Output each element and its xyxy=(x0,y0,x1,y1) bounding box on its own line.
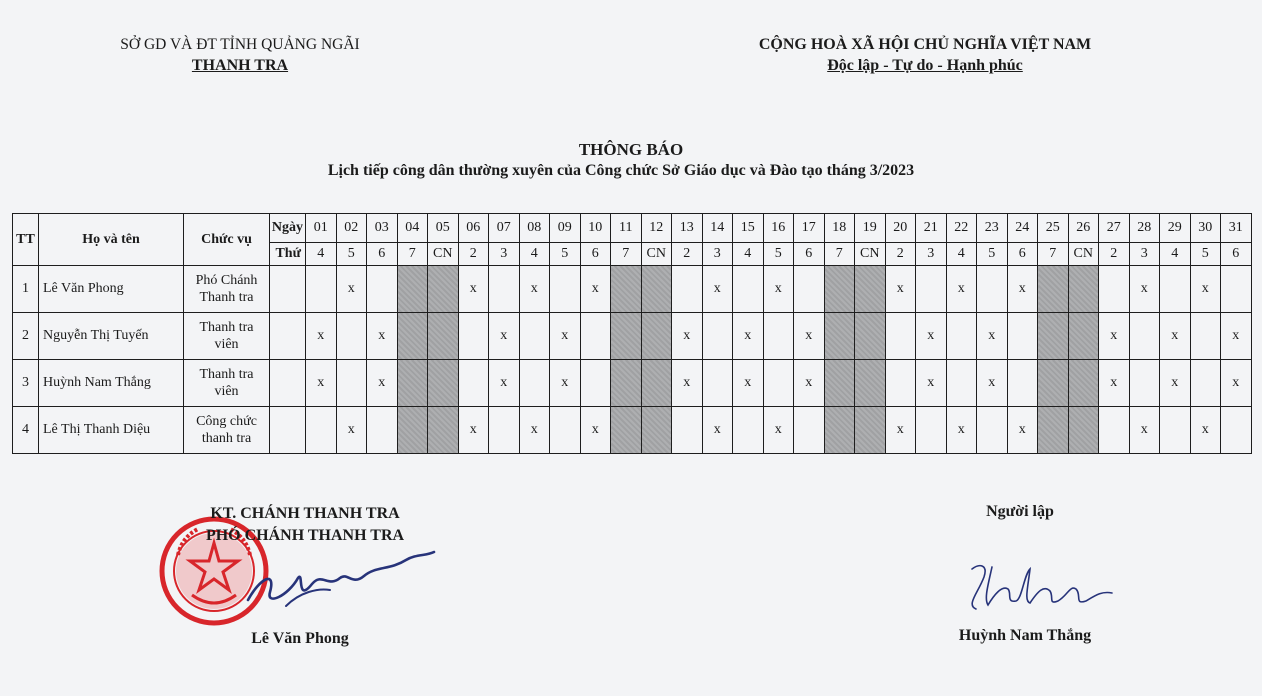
schedule-cell xyxy=(519,313,550,360)
duty-mark: x xyxy=(336,407,367,454)
schedule-cell xyxy=(550,266,581,313)
label-weekday: Thứ xyxy=(270,243,306,266)
schedule-cell xyxy=(428,360,459,407)
table-row xyxy=(13,313,1252,360)
schedule-cell xyxy=(1160,266,1191,313)
schedule-cell xyxy=(672,266,703,313)
weekday: 7 xyxy=(397,243,428,266)
position-line: viên xyxy=(214,384,239,399)
handwritten-signature-left xyxy=(230,548,440,618)
spacer-cell xyxy=(270,266,306,313)
schedule-cell xyxy=(641,266,672,313)
weekday: 5 xyxy=(977,243,1008,266)
day-number: 29 xyxy=(1160,214,1191,243)
schedule-cell xyxy=(672,407,703,454)
schedule-cell xyxy=(306,407,337,454)
weekday: 7 xyxy=(824,243,855,266)
duty-mark: x xyxy=(977,313,1008,360)
schedule-cell xyxy=(946,360,977,407)
schedule-cell xyxy=(1038,313,1069,360)
day-number: 15 xyxy=(733,214,764,243)
official-position xyxy=(184,266,270,313)
duty-mark: x xyxy=(1190,407,1221,454)
duty-mark: x xyxy=(672,360,703,407)
left-title-line1: KT. CHÁNH THANH TRA xyxy=(210,505,400,522)
duty-mark: x xyxy=(367,360,398,407)
schedule-cell xyxy=(397,407,428,454)
weekday: 4 xyxy=(1160,243,1191,266)
weekday: 5 xyxy=(763,243,794,266)
schedule-cell xyxy=(641,407,672,454)
day-number: 03 xyxy=(367,214,398,243)
duty-mark: x xyxy=(763,266,794,313)
schedule-cell xyxy=(1221,266,1252,313)
label-day: Ngày xyxy=(270,214,306,243)
weekday: 5 xyxy=(1190,243,1221,266)
official-position xyxy=(184,407,270,454)
day-number: 25 xyxy=(1038,214,1069,243)
weekday: CN xyxy=(428,243,459,266)
day-number: 14 xyxy=(702,214,733,243)
col-header-position: Chức vụ xyxy=(184,214,270,266)
left-title-line2: PHÓ CHÁNH THANH TRA xyxy=(205,526,405,544)
schedule-cell xyxy=(1038,266,1069,313)
day-number: 26 xyxy=(1068,214,1099,243)
day-number: 09 xyxy=(550,214,581,243)
duty-mark: x xyxy=(1221,360,1252,407)
duty-mark: x xyxy=(458,266,489,313)
schedule-cell xyxy=(428,313,459,360)
row-number: 1 xyxy=(13,266,39,313)
weekday: 3 xyxy=(916,243,947,266)
duty-mark: x xyxy=(580,407,611,454)
duty-mark: x xyxy=(916,313,947,360)
day-number: 05 xyxy=(428,214,459,243)
weekday: 4 xyxy=(519,243,550,266)
weekday: 6 xyxy=(1221,243,1252,266)
schedule-cell xyxy=(1099,407,1130,454)
official-position xyxy=(184,360,270,407)
weekday: 4 xyxy=(733,243,764,266)
schedule-cell xyxy=(367,407,398,454)
left-signature-title xyxy=(160,503,450,546)
position-line: thanh tra xyxy=(201,431,252,446)
day-number: 12 xyxy=(641,214,672,243)
schedule-cell xyxy=(855,407,886,454)
official-name: Lê Văn Phong xyxy=(39,266,184,313)
schedule-cell xyxy=(885,360,916,407)
duty-mark: x xyxy=(519,266,550,313)
position-line: Công chức xyxy=(196,413,257,429)
weekday: 7 xyxy=(611,243,642,266)
schedule-cell xyxy=(824,360,855,407)
motto-line: Độc lập - Tự do - Hạnh phúc xyxy=(827,57,1023,74)
schedule-cell xyxy=(1007,360,1038,407)
schedule-cell xyxy=(611,266,642,313)
weekday: 3 xyxy=(1129,243,1160,266)
schedule-cell xyxy=(580,313,611,360)
country-name: CỘNG HOÀ XÃ HỘI CHỦ NGHĨA VIỆT NAM xyxy=(758,36,1092,53)
official-name: Huỳnh Nam Thắng xyxy=(39,360,184,407)
handwritten-signature-right xyxy=(958,555,1118,617)
day-number: 17 xyxy=(794,214,825,243)
duty-mark: x xyxy=(977,360,1008,407)
day-number: 10 xyxy=(580,214,611,243)
duty-mark: x xyxy=(794,360,825,407)
duty-mark: x xyxy=(580,266,611,313)
weekday: 5 xyxy=(550,243,581,266)
duty-mark: x xyxy=(794,313,825,360)
document-title: THÔNG BÁO xyxy=(578,140,684,159)
position-line: viên xyxy=(214,337,239,352)
schedule-cell xyxy=(733,407,764,454)
position-line: Thanh tra xyxy=(199,290,254,305)
spacer-cell xyxy=(270,313,306,360)
day-number: 04 xyxy=(397,214,428,243)
duty-mark: x xyxy=(489,360,520,407)
schedule-cell xyxy=(916,266,947,313)
duty-mark: x xyxy=(306,360,337,407)
official-position xyxy=(184,313,270,360)
duty-mark: x xyxy=(1007,266,1038,313)
schedule-cell xyxy=(1068,407,1099,454)
schedule-cell xyxy=(1038,360,1069,407)
schedule-cell xyxy=(428,266,459,313)
schedule-cell xyxy=(763,360,794,407)
schedule-cell xyxy=(763,313,794,360)
schedule-cell xyxy=(1068,266,1099,313)
official-name: Lê Thị Thanh Diệu xyxy=(39,407,184,454)
schedule-cell xyxy=(824,407,855,454)
schedule-cell xyxy=(855,266,886,313)
duty-mark: x xyxy=(1221,313,1252,360)
weekday: 3 xyxy=(489,243,520,266)
weekday: 2 xyxy=(672,243,703,266)
weekday: 6 xyxy=(1007,243,1038,266)
day-number: 20 xyxy=(885,214,916,243)
schedule-table xyxy=(12,213,1252,454)
day-number: 06 xyxy=(458,214,489,243)
duty-mark: x xyxy=(336,266,367,313)
position-line: Thanh tra xyxy=(199,319,254,335)
official-name: Nguyễn Thị Tuyến xyxy=(39,313,184,360)
day-number: 24 xyxy=(1007,214,1038,243)
schedule-cell xyxy=(580,360,611,407)
schedule-cell xyxy=(367,266,398,313)
day-number: 28 xyxy=(1129,214,1160,243)
duty-mark: x xyxy=(672,313,703,360)
weekday: 6 xyxy=(580,243,611,266)
schedule-cell xyxy=(885,313,916,360)
schedule-cell xyxy=(1190,313,1221,360)
row-number: 4 xyxy=(13,407,39,454)
weekday: 2 xyxy=(1099,243,1130,266)
schedule-cell xyxy=(611,313,642,360)
schedule-cell xyxy=(702,313,733,360)
schedule-cell xyxy=(641,313,672,360)
duty-mark: x xyxy=(733,360,764,407)
schedule-cell xyxy=(824,313,855,360)
schedule-cell xyxy=(489,407,520,454)
schedule-cell xyxy=(1129,360,1160,407)
schedule-cell xyxy=(550,407,581,454)
duty-mark: x xyxy=(885,407,916,454)
duty-mark: x xyxy=(306,313,337,360)
table-row xyxy=(13,407,1252,454)
weekday: CN xyxy=(1068,243,1099,266)
weekday: 5 xyxy=(336,243,367,266)
table-row xyxy=(13,266,1252,313)
duty-mark: x xyxy=(733,313,764,360)
day-number: 27 xyxy=(1099,214,1130,243)
day-number: 31 xyxy=(1221,214,1252,243)
schedule-cell xyxy=(1068,313,1099,360)
schedule-cell xyxy=(733,266,764,313)
schedule-cell xyxy=(1007,313,1038,360)
day-number: 23 xyxy=(977,214,1008,243)
schedule-cell xyxy=(702,360,733,407)
weekday: 6 xyxy=(367,243,398,266)
department-name: THANH TRA xyxy=(191,57,289,74)
duty-mark: x xyxy=(702,266,733,313)
weekday: 6 xyxy=(794,243,825,266)
col-header-tt: TT xyxy=(13,214,39,266)
schedule-cell xyxy=(397,360,428,407)
schedule-cell xyxy=(336,360,367,407)
duty-mark: x xyxy=(519,407,550,454)
right-signature-title: Người lập xyxy=(986,503,1054,520)
day-number: 22 xyxy=(946,214,977,243)
agency-name: SỞ GD VÀ ĐT TỈNH QUẢNG NGÃI xyxy=(120,36,360,53)
duty-mark: x xyxy=(885,266,916,313)
duty-mark: x xyxy=(550,313,581,360)
schedule-cell xyxy=(519,360,550,407)
weekday: CN xyxy=(641,243,672,266)
schedule-cell xyxy=(397,313,428,360)
spacer-cell xyxy=(270,360,306,407)
duty-mark: x xyxy=(1160,360,1191,407)
schedule-cell xyxy=(977,266,1008,313)
document-subtitle: Lịch tiếp công dân thường xuyên của Công chức Sở Giáo dục và Đào tạo tháng 3/2023 xyxy=(327,162,915,179)
day-number: 13 xyxy=(672,214,703,243)
weekday: CN xyxy=(855,243,886,266)
schedule-cell xyxy=(611,407,642,454)
schedule-cell xyxy=(794,407,825,454)
table-header-row xyxy=(13,214,1252,243)
duty-mark: x xyxy=(1190,266,1221,313)
schedule-cell xyxy=(855,313,886,360)
schedule-cell xyxy=(489,266,520,313)
spacer-cell xyxy=(270,407,306,454)
agency-header xyxy=(60,36,420,75)
duty-mark: x xyxy=(1129,266,1160,313)
duty-mark: x xyxy=(458,407,489,454)
schedule-cell xyxy=(428,407,459,454)
schedule-cell xyxy=(946,313,977,360)
schedule-cell xyxy=(1068,360,1099,407)
duty-mark: x xyxy=(946,407,977,454)
schedule-cell xyxy=(1221,407,1252,454)
schedule-cell xyxy=(1129,313,1160,360)
duty-mark: x xyxy=(550,360,581,407)
schedule-cell xyxy=(916,407,947,454)
row-number: 2 xyxy=(13,313,39,360)
weekday: 3 xyxy=(702,243,733,266)
schedule-cell xyxy=(855,360,886,407)
duty-mark: x xyxy=(702,407,733,454)
day-number: 01 xyxy=(306,214,337,243)
schedule-cell xyxy=(1160,407,1191,454)
day-number: 02 xyxy=(336,214,367,243)
schedule-cell xyxy=(1099,266,1130,313)
duty-mark: x xyxy=(1099,360,1130,407)
duty-mark: x xyxy=(946,266,977,313)
schedule-cell xyxy=(824,266,855,313)
schedule-cell xyxy=(1038,407,1069,454)
day-number: 16 xyxy=(763,214,794,243)
weekday: 2 xyxy=(885,243,916,266)
duty-mark: x xyxy=(916,360,947,407)
duty-mark: x xyxy=(1099,313,1130,360)
day-number: 07 xyxy=(489,214,520,243)
duty-mark: x xyxy=(1129,407,1160,454)
national-motto xyxy=(710,36,1140,75)
duty-mark: x xyxy=(489,313,520,360)
day-number: 18 xyxy=(824,214,855,243)
schedule-cell xyxy=(611,360,642,407)
schedule-cell xyxy=(1190,360,1221,407)
duty-mark: x xyxy=(1007,407,1038,454)
weekday: 2 xyxy=(458,243,489,266)
day-number: 19 xyxy=(855,214,886,243)
duty-mark: x xyxy=(763,407,794,454)
schedule-cell xyxy=(306,266,337,313)
row-number: 3 xyxy=(13,360,39,407)
day-number: 30 xyxy=(1190,214,1221,243)
right-signer-name: Huỳnh Nam Thắng xyxy=(958,627,1092,644)
weekday: 7 xyxy=(1038,243,1069,266)
schedule-cell xyxy=(794,266,825,313)
col-header-name: Họ và tên xyxy=(39,214,184,266)
schedule-cell xyxy=(641,360,672,407)
position-line: Phó Chánh xyxy=(195,272,258,288)
weekday: 4 xyxy=(946,243,977,266)
schedule-cell xyxy=(458,360,489,407)
schedule-cell xyxy=(336,313,367,360)
day-number: 21 xyxy=(916,214,947,243)
duty-mark: x xyxy=(1160,313,1191,360)
schedule-cell xyxy=(977,407,1008,454)
left-signer-name: Lê Văn Phong xyxy=(251,630,349,647)
day-number: 11 xyxy=(611,214,642,243)
weekday: 4 xyxy=(306,243,337,266)
duty-mark: x xyxy=(367,313,398,360)
table-row xyxy=(13,360,1252,407)
day-number: 08 xyxy=(519,214,550,243)
schedule-cell xyxy=(458,313,489,360)
position-line: Thanh tra xyxy=(199,366,254,382)
schedule-cell xyxy=(397,266,428,313)
